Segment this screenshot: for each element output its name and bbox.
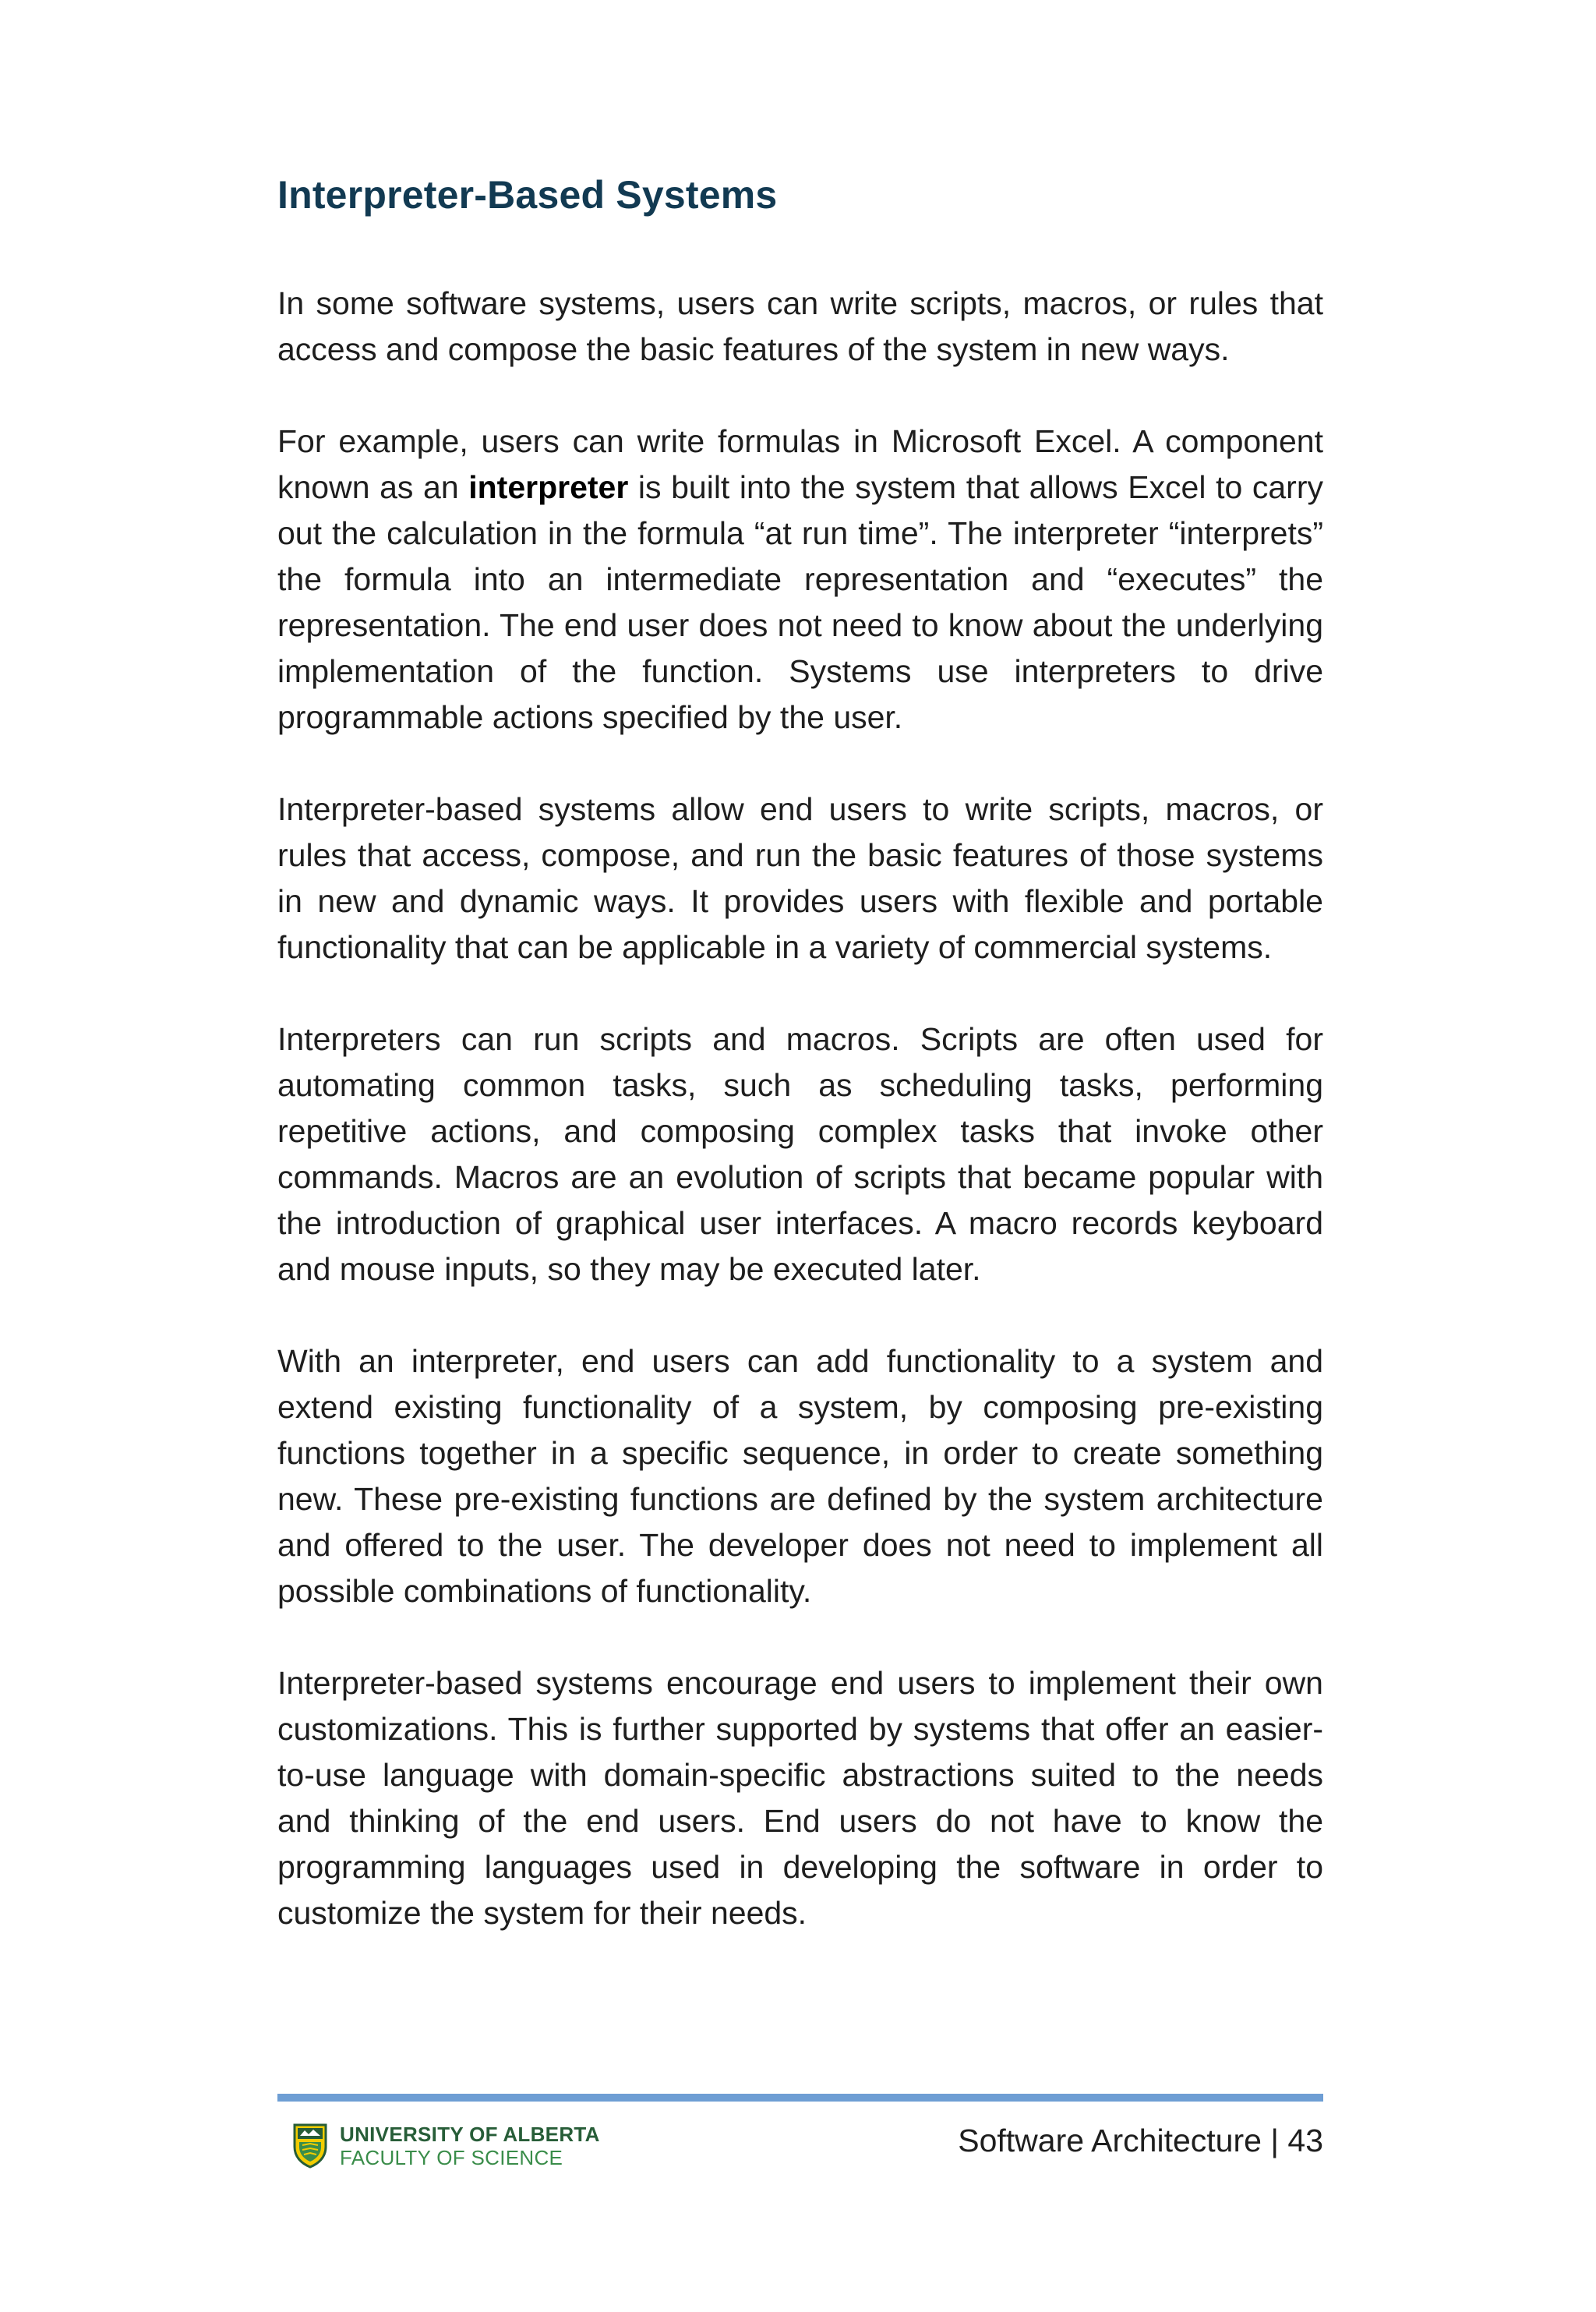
logo-text: [340, 2123, 600, 2169]
main-content: [277, 164, 1323, 1982]
logo-faculty-name: FACULTY OF SCIENCE: [340, 2146, 563, 2169]
footer-separator: |: [1270, 2123, 1279, 2158]
paragraph-intro: In some software systems, users can write scripts, macros, or rules that access and compose the basic features of the system in new ways.: [277, 285, 1323, 367]
paragraph-extend-functionality: With an interpreter, end users can add functionality to a system and extend existing functionality of a system, by composing pre-existing functions together in a specific sequence, in order to create something new. These pre-existing functions are defined by the system architecture and offered to the user. The developer does not need to implement all possible combinations of functionality.: [277, 1343, 1323, 1609]
page-number: 43: [1287, 2123, 1323, 2158]
paragraph-customizations: Interpreter-based systems encourage end users to implement their own customizations. This is further supported by systems that offer an easier-to-use language with domain-specific abstractions suited to the needs and thinking of the end users. End users do not have to know the programming languages used in developing the software in order to customize the system for their needs.: [277, 1665, 1323, 1931]
footer-book-info: [958, 2117, 1323, 2164]
paragraph-text: is built into the system that allows Excel to carry out the calculation in the formula “at run time”. The interpreter “interprets” the formula into an intermediate representation and “executes” the representation. The end user does not need to know about the underlying implementation of the function. Systems use interpreters to drive programmable actions specified by the user.: [277, 469, 1323, 735]
logo-university-name: UNIVERSITY OF ALBERTA: [340, 2123, 600, 2146]
paragraph-text: For example, users can write formulas in Microsoft Excel. A component known as an: [277, 423, 1323, 505]
university-crest-icon: [293, 2123, 327, 2169]
section-heading: Interpreter-Based Systems: [277, 173, 778, 217]
footer-book-title: Software Architecture: [958, 2123, 1262, 2158]
footer-divider: [277, 2094, 1323, 2102]
paragraph-scripts-macros: Interpreters can run scripts and macros. Scripts are often used for automating common tasks, such as scheduling tasks, performing repetitive actions, and composing complex tasks that invoke other commands. Macros are an evolution of scripts that became popular with the introduction of graphical user interfaces. A macro records keyboard and mouse inputs, so they may be executed later.: [277, 1021, 1323, 1287]
paragraph-excel-example: [277, 419, 1323, 741]
university-logo: [293, 2122, 600, 2170]
paragraph-benefits: Interpreter-based systems allow end users to write scripts, macros, or rules that access, compose, and run the basic features of those systems in new and dynamic ways. It provides users with flexible and portable functionality that can be applicable in a variety of commercial systems.: [277, 791, 1323, 965]
term-interpreter: interpreter: [468, 469, 629, 505]
